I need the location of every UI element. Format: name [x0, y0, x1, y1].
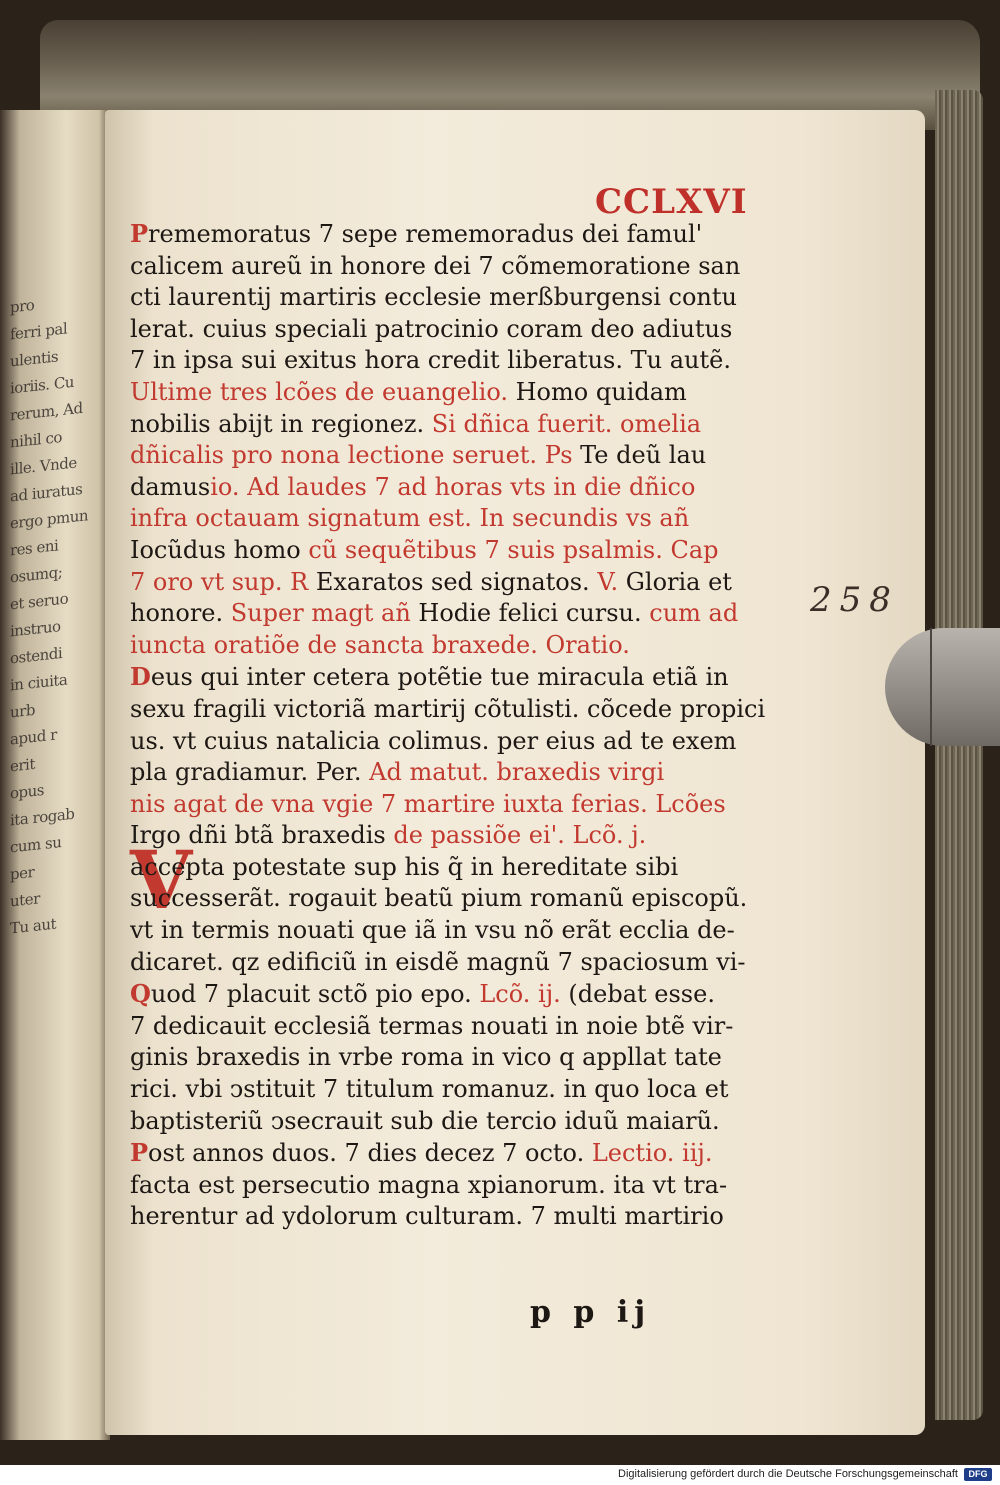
text-line — [130, 630, 795, 662]
text-line — [130, 1011, 795, 1043]
text-run: Hodie felici cursu. — [410, 599, 650, 628]
text-line — [130, 789, 795, 821]
left-page-fragment: ad iuratus — [10, 479, 83, 506]
large-initial: V — [130, 833, 193, 927]
text-line — [130, 947, 795, 979]
left-page-fragment: rerum, Ad — [10, 398, 83, 425]
text-run: Te deũ lau — [572, 441, 707, 470]
text-run: vt in termis nouati que iã in vsu nõ erãt ecclia de- — [130, 916, 735, 945]
text-run: rici. vbi ↄstituit 7 titulum romanuz. in quo loca et — [130, 1075, 729, 1104]
folio-number: CCLXVI — [595, 182, 748, 222]
text-block — [130, 218, 795, 1233]
initial-letter: P — [130, 219, 149, 248]
text-line — [130, 377, 795, 409]
text-run: dicaret. qz edificiũ in eisdẽ magnũ 7 spaciosum vi- — [130, 947, 746, 976]
text-run: calicem aureũ in honore dei 7 cõmemoratione san — [130, 251, 741, 280]
text-run: Exaratos sed signatos. — [308, 567, 598, 596]
text-line — [130, 345, 795, 377]
rubric-text: infra octauam signatum est. In secundis vs añ — [130, 504, 690, 533]
left-page-fragment: opus — [10, 780, 44, 803]
text-line — [130, 598, 795, 630]
signature-mark: p p ij — [530, 1295, 652, 1330]
margin-note: 258 — [810, 580, 899, 620]
initial-letter: D — [130, 662, 151, 692]
text-line — [130, 883, 795, 915]
text-run: pla gradiamur. Per. — [130, 758, 370, 787]
left-page-fragment: ferri pal — [10, 319, 68, 344]
rubric-text: Super magt añ — [230, 599, 411, 628]
text-line — [130, 726, 795, 758]
text-run: honore. — [130, 599, 231, 628]
rubric-text: dñicalis pro nona lectione seruet. Ps — [130, 441, 573, 470]
text-run: herentur ad ydolorum culturam. 7 multi martirio — [130, 1202, 724, 1231]
left-page-fragment: urb — [10, 700, 35, 722]
text-line — [130, 1201, 795, 1233]
left-page-text — [10, 286, 95, 943]
text-run: cti laurentij martiris ecclesie merßburgensi contu — [130, 283, 737, 312]
text-run: facta est persecutio magna xpianorum. ita vt tra- — [130, 1170, 728, 1199]
left-page-fragment: ioriis. Cu — [10, 372, 74, 398]
text-line — [130, 1170, 795, 1202]
text-line — [130, 472, 795, 504]
text-line — [130, 915, 795, 947]
left-page-fragment: per — [10, 862, 35, 884]
text-line — [130, 440, 795, 472]
text-run: 7 in ipsa sui exitus hora credit liberatus. Tu autẽ. — [130, 346, 731, 375]
left-page-fragment: in ciuita — [10, 670, 68, 695]
rubric-text: de passiõe ei'. Lcõ. j. — [393, 821, 647, 850]
left-page-fragment: res eni — [10, 536, 59, 560]
text-run: ost annos duos. 7 dies decez 7 octo. — [148, 1139, 592, 1168]
left-page-fragment: et seruo — [10, 589, 69, 614]
text-line — [130, 1137, 795, 1170]
left-page — [0, 110, 110, 1440]
text-run: eus qui inter cetera potẽtie tue miracula etiã in — [150, 663, 729, 692]
rubric-text: 7 oro vt sup. R — [130, 567, 309, 596]
text-run: us. vt cuius natalicia colimus. per eius ad te exem — [130, 726, 737, 755]
text-run: ginis braxedis in vrbe roma in vico q appllat tate — [130, 1043, 722, 1072]
text-line — [130, 852, 795, 884]
text-run: sexu fragili victoriã martirij cõtulisti. cõcede propici — [130, 694, 766, 723]
text-line — [130, 503, 795, 535]
rubric-text: Si dñica fuerit. omelia — [431, 409, 702, 438]
text-line — [130, 282, 795, 314]
text-run: Gloria et — [618, 567, 732, 596]
text-line — [130, 218, 795, 251]
text-line — [130, 567, 795, 599]
text-run: 7 dedicauit ecclesiã termas nouati in noie btẽ vir- — [130, 1011, 734, 1040]
text-line — [130, 661, 795, 694]
page-edges — [935, 90, 983, 1420]
funding-credit: Digitalisierung gefördert durch die Deutsche Forschungsgemeinschaft — [618, 1468, 958, 1480]
text-run: nobilis abijt in regionez. — [130, 409, 432, 438]
rubric-text: iuncta oratiõe de sancta braxede. Oratio. — [130, 630, 630, 659]
rubric-text: cum ad — [649, 599, 739, 628]
initial-letter: P — [130, 1138, 149, 1168]
rubric-text: io. Ad laudes 7 ad horas vts in die dñico — [210, 472, 696, 501]
text-run: baptisteriũ ↄsecrauit sub die tercio iduũ maiarũ. — [130, 1106, 720, 1135]
text-line — [130, 1074, 795, 1106]
text-run: uod 7 placuit sctõ pio epo. — [150, 980, 480, 1009]
text-run: lerat. cuius speciali patrocinio coram deo adiutus — [130, 314, 733, 343]
rubric-text: Lectio. iij. — [591, 1139, 713, 1168]
text-line — [130, 757, 795, 789]
rubric-text: V. — [597, 567, 619, 596]
text-run: Iocũdus homo — [130, 535, 309, 564]
book-clamp-edge — [930, 628, 1000, 746]
left-page-fragment: cum su — [10, 833, 62, 857]
left-page-fragment: ita rogab — [10, 804, 75, 830]
left-page-fragment: uter — [10, 889, 40, 911]
left-page-fragment: osumq; — [10, 562, 63, 587]
left-page-fragment: pro — [10, 295, 35, 317]
text-run: rememoratus 7 sepe rememoradus dei famul' — [148, 220, 703, 248]
text-line — [130, 978, 795, 1011]
text-line — [130, 409, 795, 441]
text-run: successerãt. rogauit beatũ pium romanũ episcopũ. — [130, 884, 748, 913]
text-line — [130, 535, 795, 567]
rubric-text: Ad matut. braxedis virgi — [369, 758, 665, 787]
left-page-fragment: ulentis — [10, 347, 59, 371]
text-line — [130, 251, 795, 283]
footer-bar — [0, 1465, 1000, 1485]
text-line — [130, 1106, 795, 1138]
left-page-fragment: ille. Vnde — [10, 453, 77, 479]
left-page-fragment: Tu aut — [10, 914, 57, 938]
text-run: accepta potestate sup his q̃ in hereditate sibi — [130, 852, 679, 881]
rubric-text: Ultime tres lcões de euangelio. — [130, 377, 508, 406]
text-line — [130, 1042, 795, 1074]
text-line — [130, 694, 795, 726]
left-page-fragment: apud r — [10, 725, 57, 749]
left-page-fragment: ostendi — [10, 643, 63, 668]
text-run: Irgo dñi btã braxedis — [130, 821, 394, 850]
text-run: damus — [130, 472, 211, 501]
text-run: Homo quidam — [508, 377, 687, 406]
left-page-fragment: ergo pmun — [10, 506, 89, 533]
text-line — [130, 314, 795, 346]
left-page-fragment: nihil co — [10, 428, 62, 452]
dfg-logo: DFG — [964, 1468, 992, 1481]
rubric-text: cũ sequẽtibus 7 suis psalmis. Cap — [308, 535, 719, 564]
text-run: (debat esse. — [560, 980, 715, 1009]
text-line — [130, 820, 795, 852]
rubric-text: nis agat de vna vgie 7 martire iuxta ferias. Lcões — [130, 789, 726, 818]
left-page-fragment: erit — [10, 754, 35, 776]
rubric-text: Lcõ. ij. — [479, 980, 561, 1009]
left-page-fragment: instruo — [10, 617, 61, 641]
initial-letter: Q — [130, 979, 151, 1009]
